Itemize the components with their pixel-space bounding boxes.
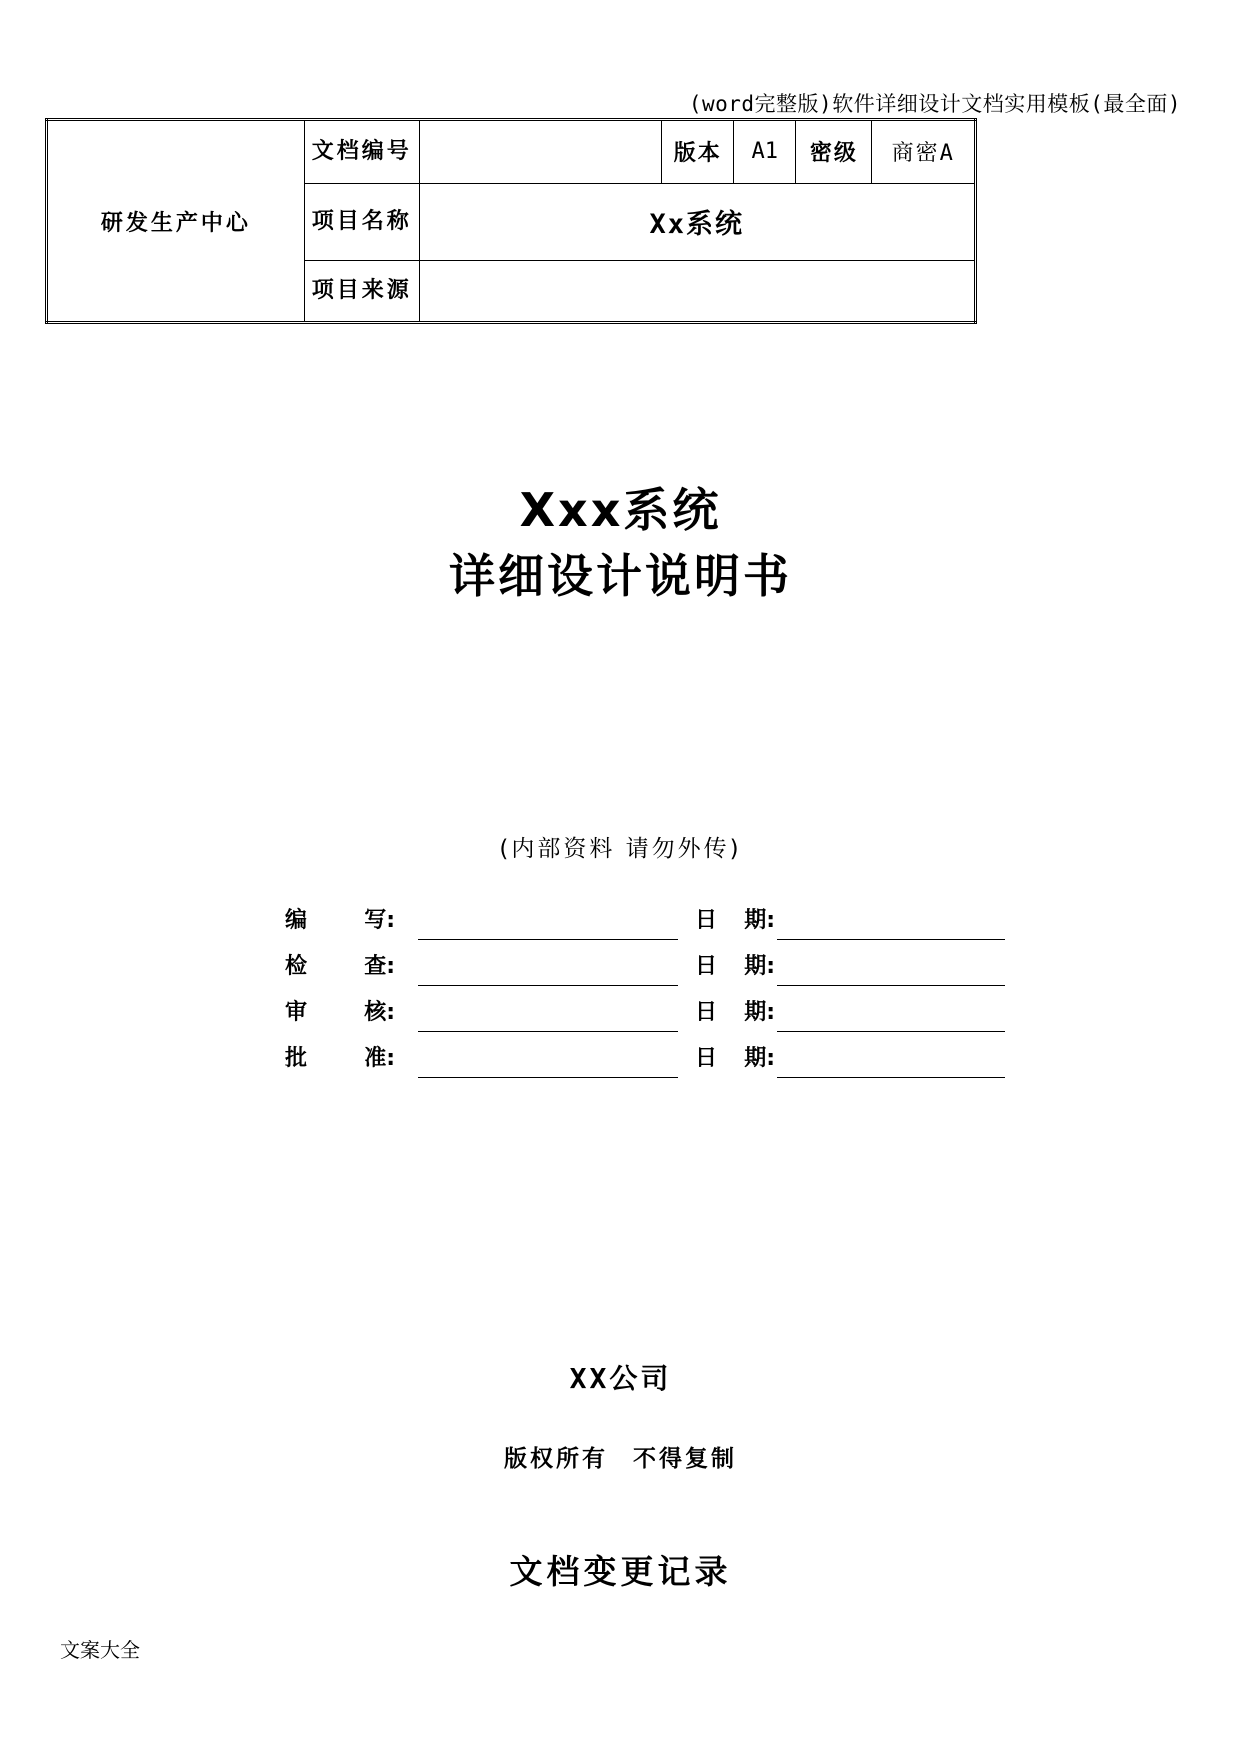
project-name-value: Xx系统 (419, 183, 975, 260)
signature-row-approver (285, 1041, 1005, 1081)
doc-number-label: 文档编号 (304, 120, 419, 184)
date-char: 日 (695, 908, 718, 933)
date-char: 期: (744, 954, 775, 979)
internal-note: (内部资料 请勿外传) (499, 836, 742, 862)
security-value: 商密A (872, 120, 976, 184)
copyright-note: 版权所有 不得复制 (503, 1446, 737, 1472)
date-line[interactable] (777, 1077, 1005, 1078)
role-char: 审 (285, 1000, 308, 1025)
role-char: 批 (285, 1046, 308, 1071)
date-char: 期: (744, 908, 775, 933)
doc-number-value (419, 120, 662, 184)
project-name-label: 项目名称 (304, 183, 419, 260)
department-cell: 研发生产中心 (47, 120, 305, 323)
date-label (695, 1041, 775, 1072)
signature-role-label (285, 995, 395, 1026)
security-label: 密级 (796, 120, 872, 184)
signature-row-checker (285, 949, 1005, 989)
date-label (695, 903, 775, 934)
date-char: 期: (744, 1046, 775, 1071)
signature-row-reviewer (285, 995, 1005, 1035)
date-line[interactable] (777, 985, 1005, 986)
document-title-line2: 详细设计说明书 (449, 549, 792, 603)
role-char: 检 (285, 954, 308, 979)
version-value: A1 (734, 120, 796, 184)
date-char: 期: (744, 1000, 775, 1025)
date-char: 日 (695, 1046, 718, 1071)
date-label (695, 995, 775, 1026)
date-label (695, 949, 775, 980)
date-line[interactable] (777, 1031, 1005, 1032)
signature-role-label (285, 949, 395, 980)
signature-row-author (285, 903, 1005, 943)
document-info-table (45, 118, 977, 324)
role-char: 核: (364, 1000, 395, 1025)
signature-line[interactable] (418, 939, 678, 940)
date-line[interactable] (777, 939, 1005, 940)
role-char: 查: (364, 954, 395, 979)
role-char: 编 (285, 908, 308, 933)
signature-line[interactable] (418, 1031, 678, 1032)
change-record-heading: 文档变更记录 (509, 1552, 732, 1591)
footer-note: 文案大全 (60, 1638, 140, 1662)
signature-role-label (285, 1041, 395, 1072)
role-char: 准: (364, 1046, 395, 1071)
project-source-value (419, 261, 975, 323)
document-title-line1: Xxx系统 (519, 483, 722, 537)
info-row-doc-number (47, 120, 976, 184)
version-label: 版本 (662, 120, 734, 184)
signature-line[interactable] (418, 1077, 678, 1078)
role-char: 写: (364, 908, 395, 933)
signature-line[interactable] (418, 985, 678, 986)
company-name: XX公司 (569, 1362, 672, 1395)
date-char: 日 (695, 1000, 718, 1025)
header-note: (word完整版)软件详细设计文档实用模板(最全面) (688, 92, 1181, 116)
date-char: 日 (695, 954, 718, 979)
signature-role-label (285, 903, 395, 934)
project-source-label: 项目来源 (304, 261, 419, 323)
